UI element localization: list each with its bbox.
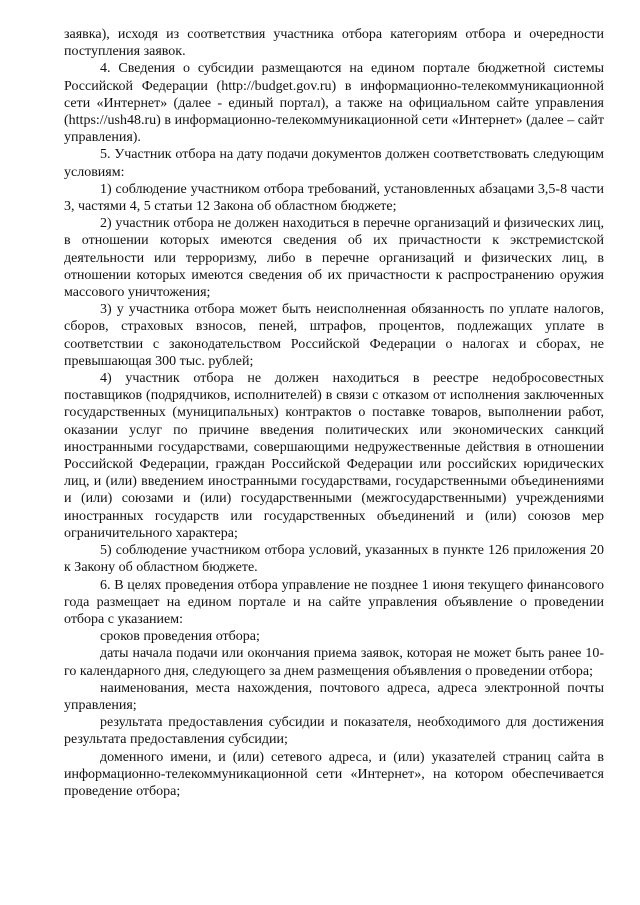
paragraph-6-announcement: 6. В целях проведения отбора управление не позднее 1 июня текущего финансового года размещает на едином портале и на сайте управления объявление о проведении отбора с указанием: [64,577,604,627]
condition-3: 3) у участника отбора может быть неисполненная обязанность по уплате налогов, сборов, страховых взносов, пеней, штрафов, процентов, подлежащих уплате в соответствии с законодательством Российской Федерации о налогах и сборах, не превышающая 300 тыс. рублей; [64,302,604,369]
announcement-item-domain: доменного имени, и (или) сетевого адреса, и (или) указателей страниц сайта в информационно-телекоммуникационной сети «Интернет», на котором обеспечивается проведение отбора; [64,749,604,799]
condition-2: 2) участник отбора не должен находиться в перечне организаций и физических лиц, в отношении которых имеются сведения об их причастности к экстремистской деятельности или терроризму, либо в перечне организаций и физических лиц, в отношении которых имеются сведения об их причастности к распространению оружия массового уничтожения; [64,216,604,301]
announcement-item-terms: сроков проведения отбора; [100,629,260,645]
condition-1: 1) соблюдение участником отбора требований, установленных абзацами 3,5-8 части 3, частями 4, 5 статьи 12 Закона об областном бюджете; [64,181,604,215]
paragraph-5-conditions: 5. Участник отбора на дату подачи документов должен соответствовать следующим условиям: [64,147,604,180]
condition-5: 5) соблюдение участником отбора условий, указанных в пункте 126 приложения 20 к Закону об областном бюджете. [64,543,604,576]
announcement-item-dates: даты начала подачи или окончания приема заявок, которая не может быть ранее 10-го календарного дня, следующего за днем размещения объявления о проведении отбора; [64,646,604,679]
announcement-item-result: результата предоставления субсидии и показателя, необходимого для достижения результата предоставления субсидии; [64,715,604,748]
paragraph-4-subsidy-info: 4. Сведения о субсидии размещаются на едином портале бюджетной системы Российской Федерации (http://budget.gov.ru) в информационно-телекоммуникационной сети «Интернет» (далее - единый портал), а также на официальном сайте управления (https://ush48.ru) в информационно-телекоммуникационной сети «Интернет» (далее – сайт управления). [64,61,604,146]
condition-4: 4) участник отбора не должен находиться в реестре недобросовестных поставщиков (подрядчиков, исполнителей) в связи с отказом от исполнения заключенных государственных (муниципальных) контрактов о поставке товаров, выполнении работ, оказании услуг по причине введения политических или экономических санкций иностранными государствами, совершающими недружественные действия в отношении Российской Федерации, граждан Российской Федерации или российских юридических лиц, и (или) введением иностранными государствами, государственными объединениями и (или) союзами и (или) государственными (межгосударственными) учреждениями иностранных государств или государственных объединений и (или) союзов мер ограничительного характера; [64,371,604,541]
paragraph-application-order: заявка), исходя из соответствия участника отбора категориям отбора и очередности поступления заявок. [64,27,604,60]
announcement-item-contacts: наименования, места нахождения, почтового адреса, адреса электронной почты управления; [64,680,604,713]
document-page [64,26,604,800]
